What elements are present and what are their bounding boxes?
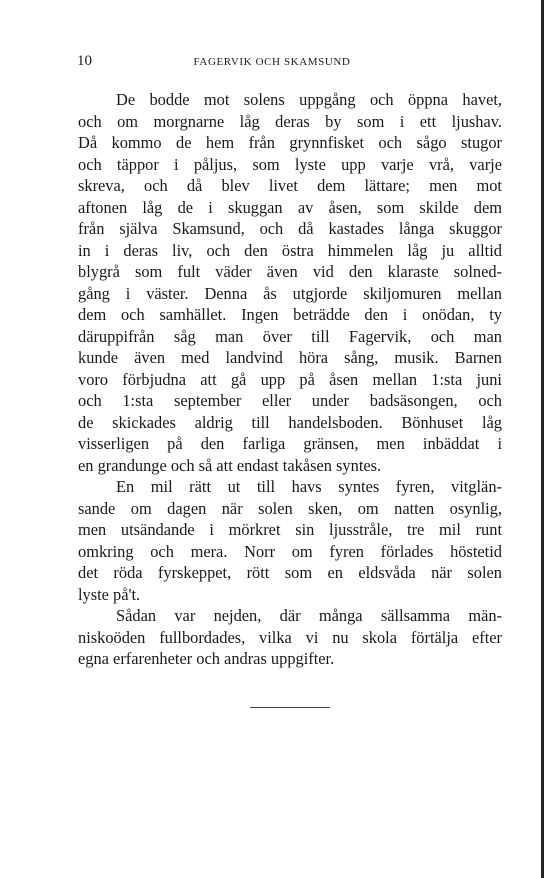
paragraph-1: [78, 89, 502, 476]
text-line: omkring och mera. Norr om fyren förlades höstetid: [78, 541, 502, 561]
text-line: niskoöden fullbordades, vilka vi nu skola förtälja efter: [78, 627, 502, 647]
paragraph-2: [78, 476, 502, 605]
text-line: En mil rätt ut till havs syntes fyren, vitglän-: [116, 477, 502, 496]
body-text: [78, 89, 502, 670]
text-line: sande om dagen när solen sken, om natten osynlig,: [78, 498, 502, 518]
page-number: 10: [77, 53, 92, 69]
text-line: in i deras liv, och den östra himmelen låg ju alltid: [78, 240, 502, 260]
text-line: voro förbjudna att gå upp på åsen mellan 1:sta juni: [78, 369, 502, 389]
text-line: däruppifrån såg man över till Fagervik, och man: [78, 326, 502, 346]
text-line: de skickades aldrig till handelsboden. Bönhuset låg: [78, 412, 502, 432]
text-line: en grandunge och så att endast takåsen syntes.: [78, 455, 382, 475]
text-line: skreva, och då blev livet dem lättare; men mot: [78, 176, 502, 195]
text-line: gång i väster. Denna ås utgjorde skiljomuren mellan: [78, 283, 502, 303]
text-line: lyste på't.: [78, 584, 141, 604]
text-line: egna erfarenheter och andras uppgifter.: [78, 649, 335, 668]
text-line: och om morgnarne låg deras by som i ett ljushav.: [78, 111, 502, 131]
text-line: det röda fyrskeppet, rött som en eldsvåda när solen: [78, 563, 502, 582]
section-end-rule: [250, 707, 330, 708]
text-line: Då kommo de hem från grynnfisket och sågo stugor: [78, 133, 502, 152]
text-line: men utsändande i mörkret sin ljusstråle, tre mil runt: [78, 520, 502, 539]
text-line: blygrå som fult väder även vid den klaraste solned-: [78, 262, 502, 281]
paragraph-3: [78, 605, 502, 670]
text-line: från själva Skamsund, och då kastades långa skuggor: [78, 219, 502, 238]
text-line: kunde även med landvind höra sång, musik. Barnen: [78, 348, 502, 367]
text-line: dem och samhället. Ingen beträdde den i onödan, ty: [78, 305, 502, 324]
text-line: Sådan var nejden, där många sällsamma män-: [116, 606, 502, 625]
text-line: och 1:sta september eller under badsäsongen, och: [78, 391, 502, 410]
text-line: och täppor i påljus, som lyste upp varje vrå, varje: [78, 154, 502, 174]
running-head-title: FAGERVIK OCH SKAMSUND: [193, 56, 351, 68]
text-line: De bodde mot solens uppgång och öppna havet,: [116, 90, 502, 109]
text-line: visserligen på den farliga gränsen, men inbäddat i: [78, 434, 502, 453]
text-line: aftonen låg de i skuggan av åsen, som skilde dem: [78, 197, 502, 217]
